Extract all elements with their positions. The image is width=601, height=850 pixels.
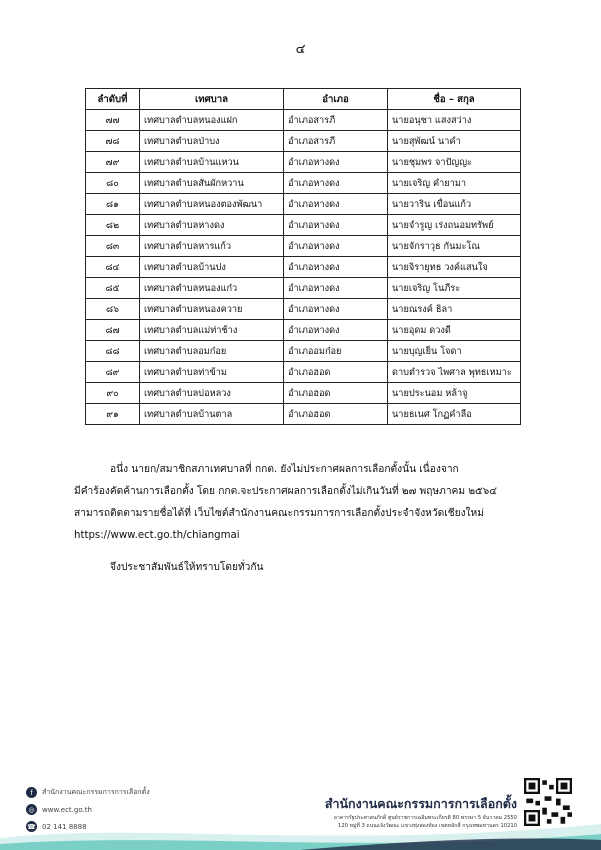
cell-district: อำเภอหางดง — [284, 320, 388, 341]
cell-name: นายอุดม ดวงดี — [388, 320, 521, 341]
table-row — [86, 110, 521, 131]
table-row — [86, 131, 521, 152]
cell-name: นายธเนศ โกฏคำลือ — [388, 404, 521, 425]
cell-district: อำเภอสารภี — [284, 131, 388, 152]
table-row — [86, 299, 521, 320]
footer-wave-decoration — [0, 810, 601, 850]
cell-district: อำเภอฮอด — [284, 383, 388, 404]
cell-municipality: เทศบาลตำบลท่าข้าม — [140, 362, 284, 383]
paragraph-line: มีคำร้องคัดค้านการเลือกตั้ง โดย กกต.จะประกาศผลการเลือกตั้งไม่เกินวันที่ ๒๗ พฤษภาคม ๒๕๖๔ — [74, 486, 497, 497]
facebook-icon: f — [26, 787, 37, 798]
cell-municipality: เทศบาลตำบลหนองแฝก — [140, 110, 284, 131]
cell-district: อำเภอฮอด — [284, 404, 388, 425]
table-row — [86, 215, 521, 236]
cell-municipality: เทศบาลตำบลหนองตองพัฒนา — [140, 194, 284, 215]
cell-district: อำเภอหางดง — [284, 194, 388, 215]
cell-municipality: เทศบาลตำบลสันผักหวาน — [140, 173, 284, 194]
cell-order: ๘๑ — [86, 194, 140, 215]
cell-municipality: เทศบาลตำบลแม่ท่าช้าง — [140, 320, 284, 341]
cell-municipality: เทศบาลตำบลบ้านปง — [140, 257, 284, 278]
cell-district: อำเภอหางดง — [284, 278, 388, 299]
closing-line: จึงประชาสัมพันธ์ให้ทราบโดยทั่วกัน — [110, 562, 264, 573]
announcement-text — [74, 459, 544, 579]
footer-phone-label: 02 141 8888 — [42, 822, 87, 831]
cell-name: นายณรงค์ ธิลา — [388, 299, 521, 320]
cell-order: ๗๙ — [86, 152, 140, 173]
table-row — [86, 341, 521, 362]
cell-order: ๙๑ — [86, 404, 140, 425]
cell-name: นายเจริญ โนภีระ — [388, 278, 521, 299]
cell-order: ๘๔ — [86, 257, 140, 278]
table-row — [86, 173, 521, 194]
table-row — [86, 152, 521, 173]
globe-icon: ◎ — [26, 804, 37, 815]
page-number: ๔ — [295, 42, 306, 57]
cell-name: นายสุพัฒน์ นาคำ — [388, 131, 521, 152]
cell-order: ๘๗ — [86, 320, 140, 341]
header-order: ลำดับที่ — [86, 89, 140, 110]
cell-name: นายชุมพร จาปัญญะ — [388, 152, 521, 173]
table-row — [86, 278, 521, 299]
header-district: อำเภอ — [284, 89, 388, 110]
cell-district: อำเภอหางดง — [284, 257, 388, 278]
table-row — [86, 236, 521, 257]
phone-icon: ☎ — [27, 822, 36, 831]
footer-website-label: www.ect.go.th — [42, 805, 92, 814]
table-header-row — [86, 89, 521, 110]
cell-district: อำเภอหางดง — [284, 215, 388, 236]
cell-district: อำเภอฮอด — [284, 362, 388, 383]
paragraph-line: สามารถติดตามรายชื่อได้ที่ เว็บไซต์สำนักงานคณะกรรมการการเลือกตั้งประจำจังหวัดเชียงใหม่ — [74, 508, 484, 519]
cell-order: ๘๒ — [86, 215, 140, 236]
table-body — [86, 110, 521, 425]
cell-name: นายจักราวุธ กันมะโณ — [388, 236, 521, 257]
cell-name: นายอนุชา แสงสว่าง — [388, 110, 521, 131]
cell-name: นายบุญเย็น โจดา — [388, 341, 521, 362]
cell-name: นายจิรายุทธ วงค์แสนใจ — [388, 257, 521, 278]
cell-district: อำเภอหางดง — [284, 152, 388, 173]
table-row — [86, 404, 521, 425]
cell-district: อำเภอหางดง — [284, 173, 388, 194]
website-link[interactable]: https://www.ect.go.th/chiangmai — [74, 530, 240, 541]
cell-order: ๘๐ — [86, 173, 140, 194]
cell-municipality: เทศบาลตำบลป่าบง — [140, 131, 284, 152]
cell-name: นายประนอม หล้าจู — [388, 383, 521, 404]
cell-name: นายวาริน เขื่อนแก้ว — [388, 194, 521, 215]
table-row — [86, 362, 521, 383]
results-table — [85, 88, 521, 425]
footer-facebook-label: สำนักงานคณะกรรมการการเลือกตั้ง — [42, 788, 150, 796]
cell-order: ๘๘ — [86, 341, 140, 362]
cell-name: ดาบตำรวจ ไพศาล พุทธเหมาะ — [388, 362, 521, 383]
cell-order: ๘๕ — [86, 278, 140, 299]
table-row — [86, 257, 521, 278]
org-address-line: อาคารรัฐประศาสนภักดี ศูนย์ราชการเฉลิมพระเกียรติ 80 พรรษา 5 ธันวาคม 2550 — [333, 815, 517, 821]
cell-municipality: เทศบาลตำบลหนองควาย — [140, 299, 284, 320]
org-name: สำนักงานคณะกรรมการการเลือกตั้ง — [324, 796, 517, 811]
cell-municipality: เทศบาลตำบลหารแก้ว — [140, 236, 284, 257]
footer-facebook[interactable] — [26, 784, 150, 801]
header-name: ชื่อ – สกุล — [388, 89, 521, 110]
paragraph-line: อนึ่ง นายก/สมาชิกสภาเทศบาลที่ กกต. ยังไม่ประกาศผลการเลือกตั้งนั้น เนื่องจาก — [110, 464, 459, 475]
cell-district: อำเภอสารภี — [284, 110, 388, 131]
cell-order: ๗๗ — [86, 110, 140, 131]
header-municipality: เทศบาล — [140, 89, 284, 110]
table-row — [86, 383, 521, 404]
cell-district: อำเภอหางดง — [284, 236, 388, 257]
cell-municipality: เทศบาลตำบลอมก๋อย — [140, 341, 284, 362]
cell-order: ๘๖ — [86, 299, 140, 320]
table-row — [86, 194, 521, 215]
org-address-line: 120 หมู่ที่ 3 ถนนแจ้งวัฒนะ แขวงทุ่งสองห้อง เขตหลักสี่ กรุงเทพมหานคร 10210 — [338, 823, 517, 829]
cell-name: นายจำรูญ เร่งถนอมทรัพย์ — [388, 215, 521, 236]
cell-district: อำเภออมก๋อย — [284, 341, 388, 362]
table-row — [86, 320, 521, 341]
cell-order: ๘๙ — [86, 362, 140, 383]
cell-order: ๘๓ — [86, 236, 140, 257]
cell-municipality: เทศบาลตำบลบ่อหลวง — [140, 383, 284, 404]
cell-municipality: เทศบาลตำบลหางดง — [140, 215, 284, 236]
cell-municipality: เทศบาลตำบลบ้านตาล — [140, 404, 284, 425]
cell-order: ๙๐ — [86, 383, 140, 404]
cell-order: ๗๘ — [86, 131, 140, 152]
cell-name: นายเจริญ คำยามา — [388, 173, 521, 194]
cell-municipality: เทศบาลตำบลหนองแก๋ว — [140, 278, 284, 299]
cell-municipality: เทศบาลตำบลบ้านแหวน — [140, 152, 284, 173]
cell-district: อำเภอหางดง — [284, 299, 388, 320]
